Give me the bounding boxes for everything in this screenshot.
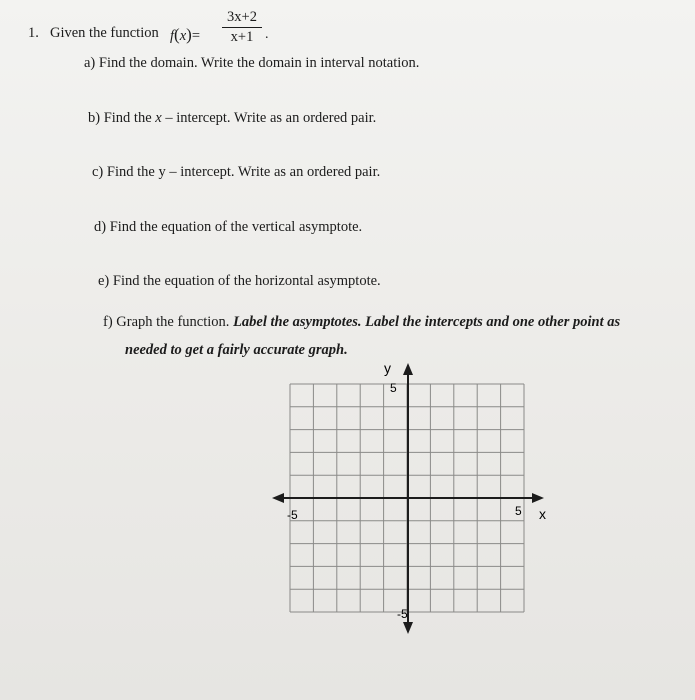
fraction-denominator: x+1 — [230, 29, 254, 45]
part-b-suffix: – intercept. Write as an ordered pair. — [161, 110, 377, 126]
problem-number: 1. — [28, 25, 39, 41]
x-left-label: -5 — [287, 508, 298, 522]
part-a: a) Find the domain. Write the domain in interval notation. — [84, 55, 420, 71]
part-b-prefix: b) Find the — [88, 110, 156, 126]
equals-sign: = — [191, 28, 200, 44]
problem-stem: Given the function — [50, 25, 159, 41]
x-right-label: 5 — [515, 504, 522, 518]
period: . — [265, 27, 269, 42]
part-f — [103, 314, 620, 331]
coordinate-grid — [260, 355, 560, 645]
y-bottom-label: -5 — [397, 607, 408, 621]
function-variable: x — [179, 28, 187, 44]
fraction-numerator: 3x+2 — [222, 9, 262, 28]
y-axis-label: y — [384, 360, 391, 376]
part-d: d) Find the equation of the vertical asymptote. — [94, 219, 363, 235]
part-b — [88, 110, 376, 127]
function-fraction — [222, 9, 262, 46]
y-axis-down-arrow — [403, 622, 413, 634]
x-axis-left-arrow — [272, 493, 284, 503]
part-e: e) Find the equation of the horizontal asymptote. — [98, 273, 381, 289]
function-lhs: f(x)= — [170, 25, 200, 44]
part-f-bold-line2: needed to get a fairly accurate graph. — [125, 342, 348, 358]
function-name: f — [170, 28, 175, 44]
part-c: c) Find the y – intercept. Write as an ordered pair. — [92, 164, 381, 180]
y-top-label: 5 — [390, 381, 397, 395]
x-axis-label: x — [539, 506, 546, 522]
y-axis-up-arrow — [403, 363, 413, 375]
x-axis-right-arrow — [532, 493, 544, 503]
part-f-prefix: f) Graph the function. — [103, 314, 234, 330]
part-f-bold-line1: Label the asymptotes. Label the intercepts and one other point as — [233, 314, 621, 330]
part-b-var: x — [155, 110, 162, 126]
